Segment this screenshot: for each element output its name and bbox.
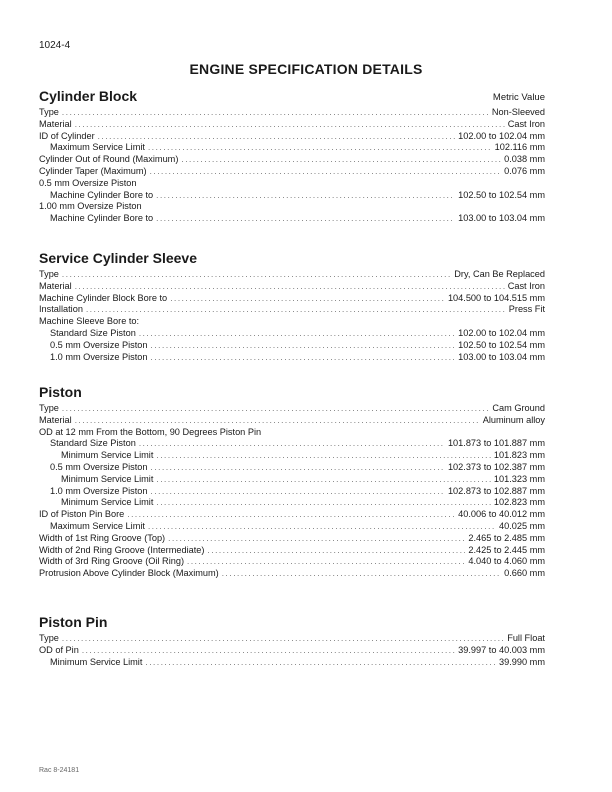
- section-header: [39, 384, 545, 403]
- spec-value: 102.116 mm: [494, 142, 545, 153]
- spec-label: Type: [39, 403, 59, 413]
- spec-value: 40.025 mm: [499, 520, 545, 531]
- spec-row: [39, 633, 545, 645]
- spec-label: Minimum Service Limit: [50, 656, 143, 667]
- spec-row: [39, 154, 545, 166]
- spec-label: Machine Sleeve Bore to:: [39, 316, 140, 327]
- spec-label: 0.5 mm Oversize Piston: [39, 177, 137, 188]
- spec-row: [39, 340, 545, 352]
- spec-row: [39, 545, 545, 557]
- dot-leader: [148, 142, 492, 154]
- dot-leader: [156, 474, 491, 486]
- spec-row: [39, 450, 545, 462]
- spec-value: 103.00 to 103.04 mm: [458, 213, 545, 224]
- spec-label: OD at 12 mm From the Bottom, 90 Degrees Piston Pin: [39, 426, 262, 437]
- section-piston: [39, 384, 545, 580]
- spec-value: 102.873 to 102.887 mm: [447, 485, 545, 496]
- spec-value: Aluminum alloy: [482, 414, 545, 425]
- spec-value: 102.823 mm: [493, 497, 545, 508]
- spec-label: Installation: [39, 304, 83, 315]
- spec-row: [39, 568, 545, 580]
- dot-leader: [151, 352, 456, 364]
- spec-label: Cylinder Out of Round (Maximum): [39, 154, 179, 165]
- spec-row: [39, 352, 545, 364]
- spec-label: Width of 1st Ring Groove (Top): [39, 532, 166, 543]
- section-piston-pin: [39, 614, 545, 668]
- spec-row: [39, 497, 545, 509]
- spec-row: [39, 486, 545, 498]
- spec-value: Cast Iron: [507, 118, 545, 129]
- spec-row: [39, 521, 545, 533]
- spec-list: [39, 403, 545, 580]
- spec-value: 101.873 to 101.887 mm: [447, 438, 545, 449]
- dot-leader: [86, 304, 506, 316]
- dot-leader: [139, 438, 445, 450]
- dot-leader: [127, 509, 455, 521]
- spec-label: Material: [39, 414, 72, 425]
- spec-label: Machine Cylinder Bore to: [50, 189, 154, 200]
- spec-label: OD of Pin: [39, 644, 79, 655]
- spec-value: 39.997 to 40.003 mm: [458, 644, 545, 655]
- section-title: Piston Pin: [39, 614, 108, 630]
- spec-label: Minimum Service Limit: [61, 450, 154, 461]
- dot-leader: [170, 293, 445, 305]
- spec-row: [39, 533, 545, 545]
- spec-label: 1.0 mm Oversize Piston: [50, 485, 148, 496]
- spec-value: 102.00 to 102.04 mm: [458, 130, 545, 141]
- metric-value-header: Metric Value: [492, 92, 545, 103]
- spec-row: [39, 328, 545, 340]
- spec-label: Maximum Service Limit: [50, 520, 145, 531]
- dot-leader: [181, 154, 501, 166]
- spec-row: [39, 645, 545, 657]
- spec-label: Standard Size Piston: [50, 438, 136, 449]
- section-header: [39, 614, 545, 633]
- dot-leader: [151, 486, 445, 498]
- spec-label: Maximum Service Limit: [50, 142, 145, 153]
- spec-value: 102.50 to 102.54 mm: [458, 189, 545, 200]
- dot-leader: [187, 556, 465, 568]
- spec-row: [39, 131, 545, 143]
- spec-row: [39, 142, 545, 154]
- dot-leader: [139, 328, 455, 340]
- dot-leader: [168, 533, 465, 545]
- spec-value: 104.500 to 104.515 mm: [447, 292, 545, 303]
- section-cylinder-block: [39, 88, 545, 225]
- spec-value: 102.373 to 102.387 mm: [447, 461, 545, 472]
- spec-value: 103.00 to 103.04 mm: [458, 351, 545, 362]
- spec-row: [39, 316, 545, 328]
- dot-leader: [222, 568, 501, 580]
- spec-label: Type: [39, 107, 59, 117]
- spec-label: Standard Size Piston: [50, 327, 136, 338]
- spec-row: [39, 403, 545, 415]
- spec-row: [39, 474, 545, 486]
- spec-value: Dry, Can Be Replaced: [454, 269, 545, 279]
- spec-label: 0.5 mm Oversize Piston: [50, 461, 148, 472]
- dot-leader: [62, 269, 451, 281]
- dot-leader: [62, 633, 504, 645]
- dot-leader: [75, 281, 505, 293]
- spec-label: 0.5 mm Oversize Piston: [50, 339, 148, 350]
- section-header: [39, 250, 545, 269]
- dot-leader: [98, 131, 456, 143]
- spec-value: 0.076 mm: [504, 165, 545, 176]
- dot-leader: [148, 521, 496, 533]
- spec-label: Type: [39, 269, 59, 279]
- spec-label: ID of Piston Pin Bore: [39, 509, 125, 520]
- spec-value: 2.465 to 2.485 mm: [468, 532, 545, 543]
- page-number: 1024-4: [39, 40, 71, 51]
- dot-leader: [150, 166, 502, 178]
- spec-label: ID of Cylinder: [39, 130, 95, 141]
- dot-leader: [145, 657, 496, 669]
- dot-leader: [82, 645, 455, 657]
- spec-label: Width of 2nd Ring Groove (Intermediate): [39, 544, 205, 555]
- section-title: Service Cylinder Sleeve: [39, 250, 197, 266]
- dot-leader: [156, 450, 491, 462]
- spec-value: 4.040 to 4.060 mm: [468, 556, 545, 567]
- dot-leader: [156, 213, 455, 225]
- dot-leader: [62, 403, 489, 415]
- spec-row: [39, 304, 545, 316]
- spec-value: Non-Sleeved: [491, 107, 545, 117]
- section-title: Piston: [39, 384, 82, 400]
- page-title: ENGINE SPECIFICATION DETAILS: [189, 61, 423, 77]
- spec-row: [39, 166, 545, 178]
- dot-leader: [75, 119, 505, 131]
- spec-value: 39.990 mm: [499, 656, 545, 667]
- spec-label: Type: [39, 633, 59, 643]
- spec-value: 2.425 to 2.445 mm: [468, 544, 545, 555]
- spec-label: Material: [39, 280, 72, 291]
- spec-row: [39, 190, 545, 202]
- spec-value: 102.50 to 102.54 mm: [458, 339, 545, 350]
- dot-leader: [151, 340, 456, 352]
- spec-label: Minimum Service Limit: [61, 473, 154, 484]
- spec-row: [39, 213, 545, 225]
- spec-label: Material: [39, 118, 72, 129]
- spec-row: [39, 178, 545, 190]
- dot-leader: [156, 190, 455, 202]
- spec-label: Cylinder Taper (Maximum): [39, 165, 147, 176]
- spec-value: Cam Ground: [492, 403, 545, 413]
- spec-label: Machine Cylinder Bore to: [50, 213, 154, 224]
- section-service-cylinder-sleeve: [39, 250, 545, 363]
- spec-value: Press Fit: [508, 304, 545, 315]
- spec-row: [39, 556, 545, 568]
- spec-value: 0.660 mm: [504, 568, 545, 579]
- spec-row: [39, 281, 545, 293]
- spec-label: Minimum Service Limit: [61, 497, 154, 508]
- spec-label: Machine Cylinder Block Bore to: [39, 292, 168, 303]
- document-reference: Rac 8-24181: [39, 767, 80, 774]
- spec-value: Full Float: [507, 633, 545, 643]
- spec-row: [39, 201, 545, 213]
- spec-value: 102.00 to 102.04 mm: [458, 327, 545, 338]
- spec-row: [39, 119, 545, 131]
- spec-label: Width of 3rd Ring Groove (Oil Ring): [39, 556, 185, 567]
- spec-row: [39, 657, 545, 669]
- section-title: Cylinder Block: [39, 88, 138, 104]
- spec-row: [39, 427, 545, 439]
- spec-list: [39, 107, 545, 225]
- spec-list: [39, 269, 545, 363]
- spec-row: [39, 415, 545, 427]
- spec-value: Cast Iron: [507, 280, 545, 291]
- spec-value: 0.038 mm: [504, 154, 545, 165]
- spec-value: 101.823 mm: [493, 450, 545, 461]
- spec-row: [39, 438, 545, 450]
- spec-row: [39, 509, 545, 521]
- dot-leader: [156, 497, 491, 509]
- dot-leader: [75, 415, 480, 427]
- spec-label: 1.0 mm Oversize Piston: [50, 351, 148, 362]
- spec-row: [39, 107, 545, 119]
- dot-leader: [62, 107, 489, 119]
- dot-leader: [207, 545, 465, 557]
- spec-label: Protrusion Above Cylinder Block (Maximum): [39, 568, 219, 579]
- spec-label: 1.00 mm Oversize Piston: [39, 201, 142, 212]
- spec-row: [39, 269, 545, 281]
- spec-row: [39, 462, 545, 474]
- spec-list: [39, 633, 545, 668]
- spec-row: [39, 293, 545, 305]
- section-header: [39, 88, 545, 107]
- dot-leader: [151, 462, 445, 474]
- spec-value: 101.323 mm: [493, 473, 545, 484]
- spec-value: 40.006 to 40.012 mm: [458, 509, 545, 520]
